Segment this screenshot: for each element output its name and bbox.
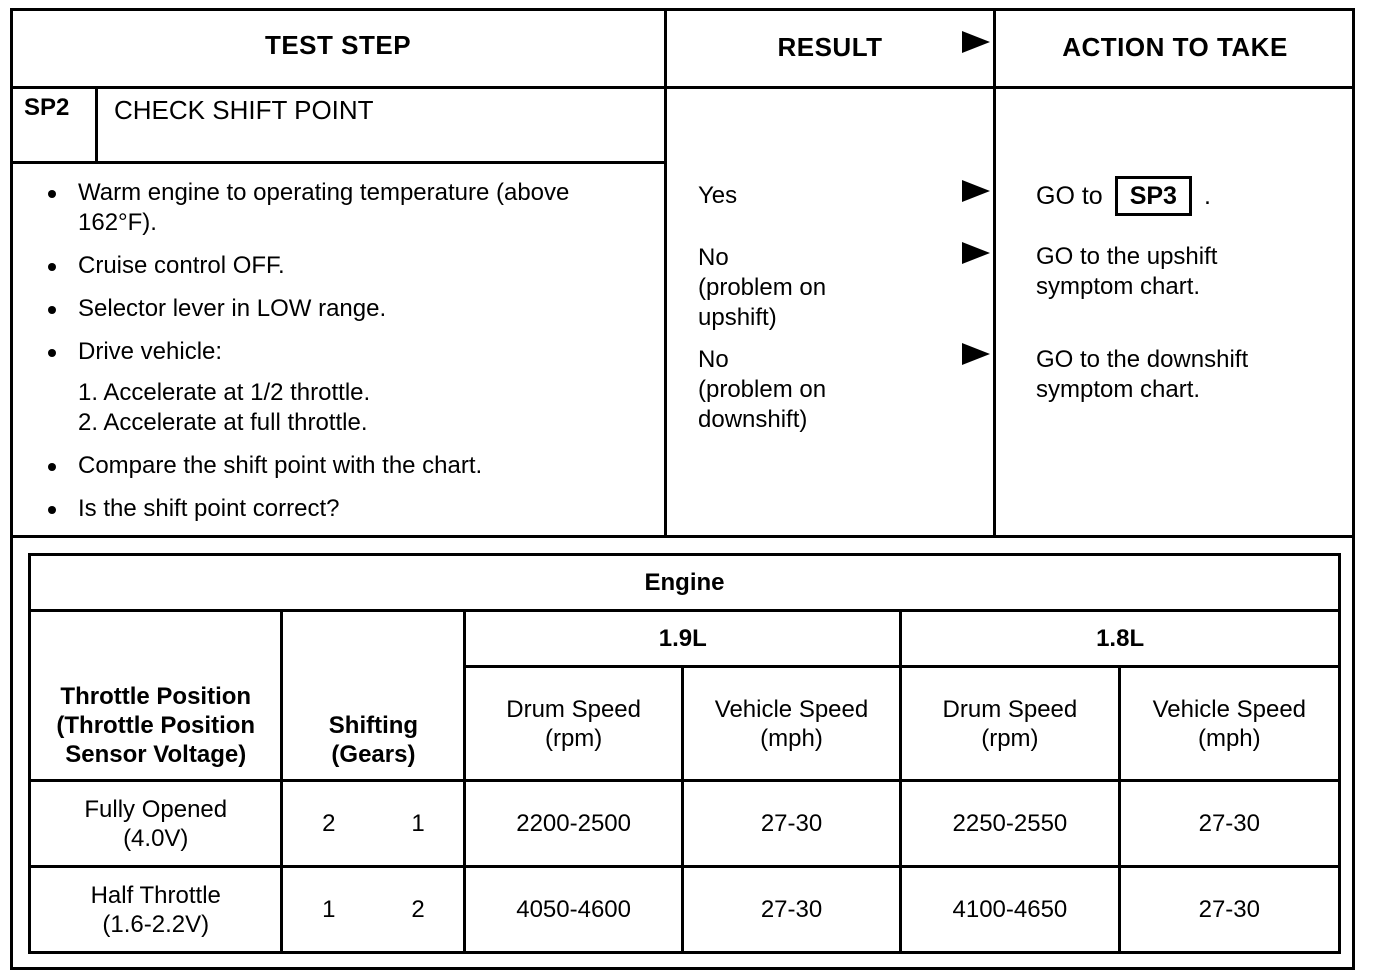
table-row xyxy=(30,555,1340,611)
list-item: Drive vehicle: xyxy=(44,337,644,367)
drum-speed-cell: 2200-2500 xyxy=(465,781,682,867)
list-item: Compare the shift point with the chart. xyxy=(44,451,644,481)
table-row xyxy=(30,611,1340,667)
vehicle-speed-header: Vehicle Speed (mph) xyxy=(1119,667,1339,781)
shift-gears-cell xyxy=(282,867,465,953)
drum-speed-cell: 4100-4650 xyxy=(901,867,1119,953)
vehicle-speed-cell: 27-30 xyxy=(1119,867,1339,953)
drive-substeps xyxy=(78,378,644,438)
vehicle-speed-header: Vehicle Speed (mph) xyxy=(682,667,900,781)
vehicle-speed-cell: 27-30 xyxy=(1119,781,1339,867)
result-no-upshift: No (problem on upshift) xyxy=(698,244,827,331)
bullet-icon xyxy=(48,306,56,314)
action-column-divider xyxy=(993,8,996,538)
drum-speed-cell: 2250-2550 xyxy=(901,781,1119,867)
table-row xyxy=(30,781,1340,867)
result-column-divider xyxy=(664,8,667,538)
bullet-icon xyxy=(48,506,56,514)
header-test-step: TEST STEP xyxy=(264,30,412,60)
gear-to: 2 xyxy=(411,896,425,923)
bullet-icon xyxy=(48,263,56,271)
shifting-column-header: Shifting (Gears) xyxy=(282,611,465,781)
sp3-reference[interactable]: SP3 xyxy=(1115,176,1192,216)
step-code: SP2 xyxy=(24,94,70,121)
result-downshift-arrow-icon xyxy=(962,343,990,365)
result-yes-arrow-icon xyxy=(962,180,990,202)
bullet-icon xyxy=(48,463,56,471)
shift-point-chart xyxy=(28,553,1341,954)
action-upshift-chart: GO to the upshift symptom chart. xyxy=(1036,243,1218,300)
header-divider xyxy=(10,86,1355,89)
substep: 2. Accelerate at full throttle. xyxy=(78,409,368,436)
throttle-column-header: Throttle Position (Throttle Position Sensor Voltage) xyxy=(30,611,282,781)
vehicle-speed-cell: 27-30 xyxy=(682,867,900,953)
result-no-downshift: No (problem on downshift) xyxy=(698,346,827,433)
drum-speed-header: Drum Speed (rpm) xyxy=(901,667,1119,781)
action-downshift-chart: GO to the downshift symptom chart. xyxy=(1036,346,1249,403)
table-row xyxy=(30,867,1340,953)
list-item: Is the shift point correct? xyxy=(44,494,644,524)
gear-to: 1 xyxy=(411,810,425,837)
header-action: ACTION TO TAKE xyxy=(1062,32,1288,62)
step-instructions xyxy=(44,178,644,537)
substep: 1. Accelerate at 1/2 throttle. xyxy=(78,379,371,406)
engine-1-8l-header: 1.8L xyxy=(901,611,1340,667)
action-go-sp3: GO to SP3 . xyxy=(1036,176,1211,216)
result-upshift-arrow-icon xyxy=(962,242,990,264)
throttle-cell: Fully Opened (4.0V) xyxy=(30,781,282,867)
gear-from: 1 xyxy=(322,896,336,923)
drum-speed-cell: 4050-4600 xyxy=(465,867,682,953)
drum-speed-header: Drum Speed (rpm) xyxy=(465,667,682,781)
header-arrow-icon xyxy=(962,31,990,53)
list-item: Selector lever in LOW range. xyxy=(44,294,644,324)
bullet-icon xyxy=(48,349,56,357)
list-item: Cruise control OFF. xyxy=(44,251,644,281)
result-yes: Yes xyxy=(698,182,738,209)
vehicle-speed-cell: 27-30 xyxy=(682,781,900,867)
throttle-cell: Half Throttle (1.6-2.2V) xyxy=(30,867,282,953)
gear-from: 2 xyxy=(322,810,336,837)
list-item: Warm engine to operating temperature (above 162°F). xyxy=(44,178,644,238)
shift-gears-cell xyxy=(282,781,465,867)
step-title: CHECK SHIFT POINT xyxy=(114,95,374,125)
bullet-icon xyxy=(48,190,56,198)
step-title-divider xyxy=(10,161,666,164)
engine-header: Engine xyxy=(30,555,1340,611)
header-result: RESULT xyxy=(777,32,883,62)
engine-1-9l-header: 1.9L xyxy=(465,611,901,667)
step-code-divider xyxy=(95,86,98,163)
